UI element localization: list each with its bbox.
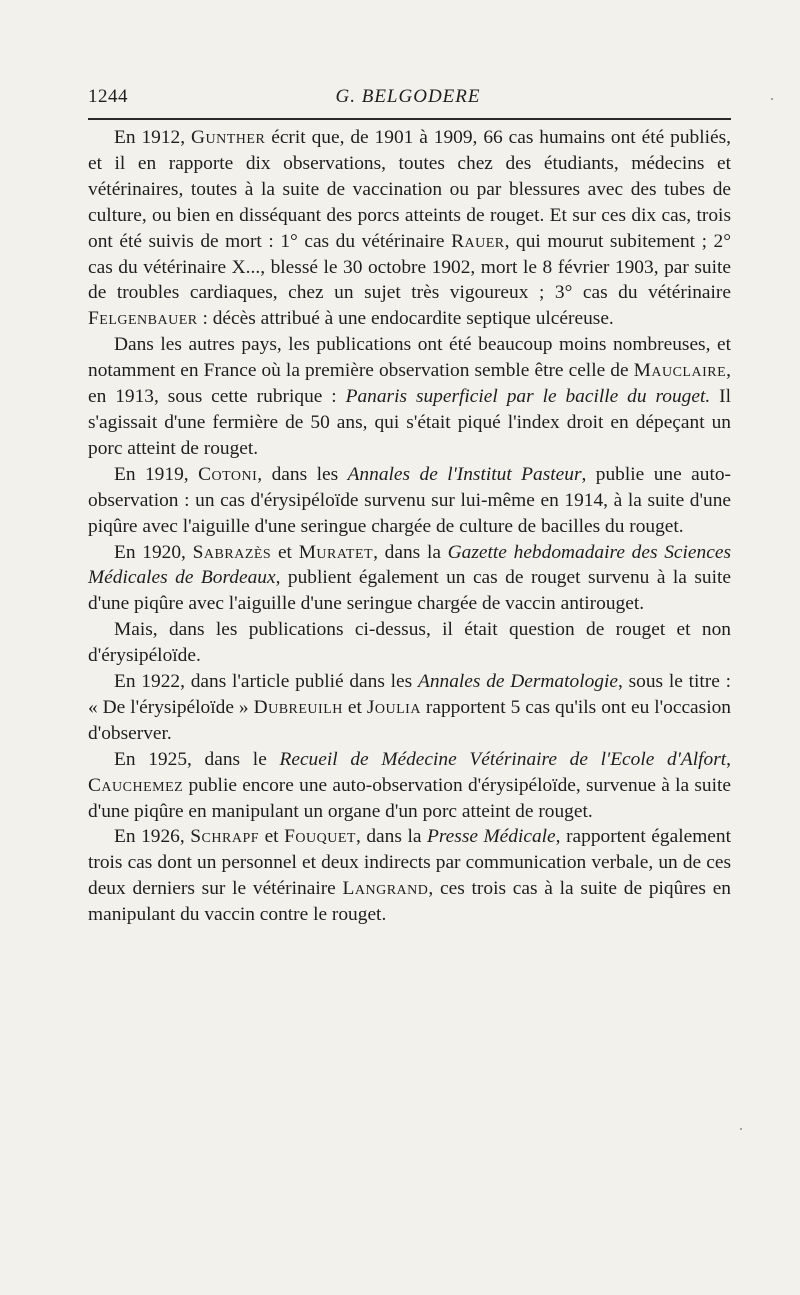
author-name: Gunther: [191, 127, 266, 148]
text-run: Dans les autres pays, les publications ont été beaucoup moins nombreuses, et notamment en France où la première observation semble être celle de: [88, 334, 731, 382]
publication-title: Panaris superficiel par le bacille du rouget.: [345, 386, 711, 408]
publication-title: Recueil de Médecine Vétérinaire de l'Ecole d'Alfort: [279, 748, 727, 770]
text-run: En 1919,: [114, 463, 199, 485]
text-run: , rapportent également trois cas dont un personnel et deux indirects par communication verbale, un de ces deux derniers sur le vétérinaire: [88, 826, 731, 900]
text-run: rapportent 5 cas qu'ils ont eu l'occasion d'observer.: [88, 696, 731, 744]
author-name: Cauchemez: [88, 774, 184, 796]
paragraph: [88, 617, 731, 669]
author-name: Felgenbauer: [88, 308, 198, 330]
paragraph: [88, 125, 731, 332]
text-run: et: [342, 696, 367, 718]
publication-title: Annales de Dermatologie: [417, 671, 618, 693]
text-run: , dans la: [355, 826, 427, 848]
text-run: , qui mourut subitement ; 2° cas du vétérinaire X..., blessé le 30 octobre 1902, mort le 8 février 1903, par suite de troubles cardiaques, chez un sujet très vigoureux ; 3° cas du vétérinaire: [88, 230, 731, 304]
author-name: Joulia: [366, 696, 421, 718]
text-run: , publie une auto-observation : un cas d'érysipéloïde survenu sur lui-même en 1914, à la suite d'une piqûre avec l'aiguille d'une seringue chargée de culture de bacilles du rouget.: [88, 463, 731, 537]
author-name: Fouquet: [284, 826, 356, 848]
page-number: 1244: [88, 86, 128, 107]
text-run: , publient également un cas de rouget survenu à la suite d'une piqûre avec l'aiguille d'une seringue chargée de vaccin antirouget.: [88, 567, 731, 615]
paragraph: [88, 462, 731, 540]
text-run: Il s'agissait d'une fermière de 50 ans, qui s'était piqué l'index droit en dépeçant un porc atteint de rouget.: [88, 386, 731, 459]
author-name: Rauer: [451, 230, 505, 252]
text-run: écrit que, de 1901 à 1909, 66 cas humains ont été publiés, et il en rapporte dix observations, toutes chez des étudiants, médecins et vétérinaires, toutes à la suite de vaccination ou par blessures avec des tubes de culture, ou bien en disséquant des porcs atteints de rouget. Et sur ces dix cas, trois ont été suivis de mort : 1° cas du vétérinaire: [88, 127, 731, 252]
text-run: ,: [726, 748, 731, 770]
author-name: Dubreuilh: [253, 696, 343, 718]
text-run: , ces trois cas à la suite de piqûres en manipulant du vaccin contre le rouget.: [88, 878, 732, 926]
text-run: , dans la: [373, 541, 448, 563]
paragraph: [88, 824, 731, 928]
author-name: Schrapf: [190, 826, 260, 848]
text-run: En 1926,: [114, 826, 191, 848]
text-run: , en 1913, sous cette rubrique :: [88, 360, 731, 408]
text-run: En 1920,: [114, 541, 193, 563]
text-run: , sous le titre : « De l'érysipéloïde »: [88, 671, 732, 718]
text-run: et: [259, 826, 285, 848]
paragraph: [88, 332, 731, 462]
text-run: En 1922, dans l'article publié dans les: [114, 671, 418, 693]
body-text: [88, 125, 731, 928]
text-run: , dans les: [257, 463, 348, 485]
author-name: Sabrazès: [192, 541, 272, 563]
author-name: Cotoni: [198, 463, 258, 485]
paragraph: [88, 747, 731, 825]
running-title: G. BELGODERE: [335, 86, 481, 107]
scan-speck: [740, 1128, 742, 1130]
text-run: En 1912,: [114, 127, 192, 148]
publication-title: Annales de l'Institut Pasteur: [347, 463, 582, 485]
text-run: et: [271, 541, 299, 563]
header-rule: [88, 118, 731, 120]
text-run: publie encore une auto-observation d'érysipéloïde, survenue à la suite d'une piqûre en manipulant un organe d'un porc atteint de rouget.: [88, 774, 731, 822]
paragraph: [88, 540, 731, 618]
publication-title: Presse Médicale: [427, 826, 556, 848]
text-run: Mais, dans les publications ci-dessus, il était question de rouget et non d'érysipéloïde.: [88, 619, 731, 667]
scan-speck: [771, 98, 773, 100]
text-run: En 1925, dans le: [114, 748, 280, 770]
paragraph: [88, 669, 731, 747]
author-name: Muratet: [298, 541, 374, 563]
page-header: [88, 84, 728, 114]
author-name: Mauclaire: [633, 360, 727, 382]
author-name: Langrand: [342, 878, 429, 900]
publication-title: Gazette hebdomadaire des Sciences Médicales de Bordeaux: [88, 541, 731, 589]
text-run: : décès attribué à une endocardite septique ulcéreuse.: [197, 308, 614, 330]
